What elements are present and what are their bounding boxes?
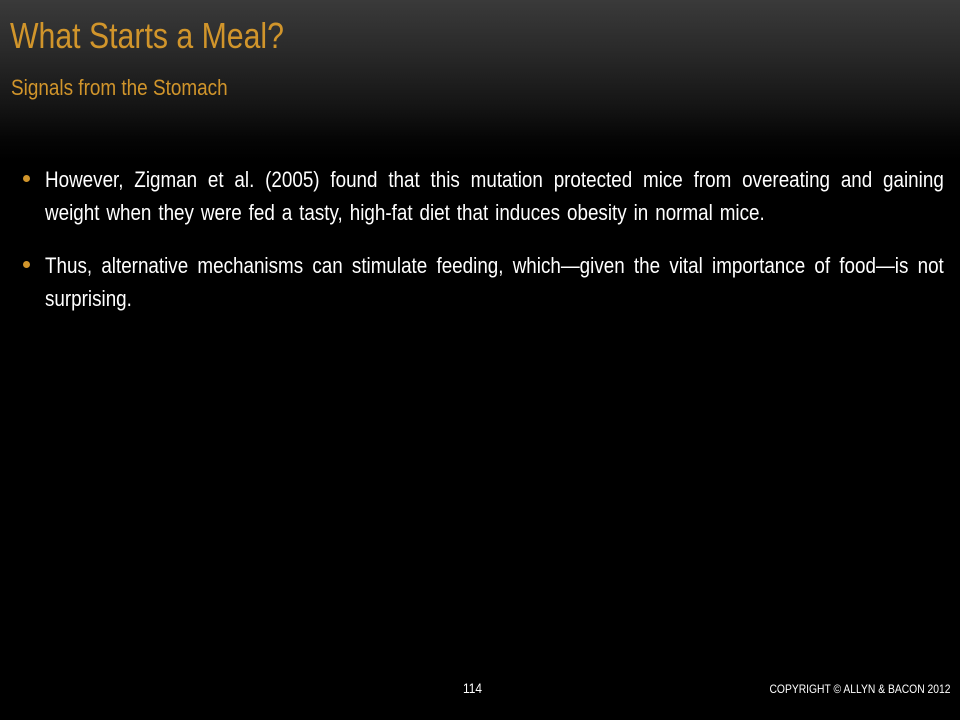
bullet-item [0, 249, 960, 315]
bullet-list [0, 163, 960, 335]
bullet-text: Thus, alternative mechanisms can stimulate feeding, which—given the vital importance of food—is not surprising. [45, 253, 944, 311]
bullet-dot-icon [23, 175, 30, 182]
slide-subtitle: Signals from the Stomach [11, 75, 228, 100]
bullet-item [0, 163, 960, 229]
copyright-notice: COPYRIGHT © ALLYN & BACON 2012 [768, 682, 950, 696]
bullet-text: However, Zigman et al. (2005) found that this mutation protected mice from overeating and gaining weight when they were fed a tasty, high-fat diet that induces obesity in normal mice. [45, 167, 944, 225]
bullet-dot-icon [23, 261, 30, 268]
page-number: 114 [463, 680, 482, 696]
slide-title: What Starts a Meal? [10, 15, 284, 56]
